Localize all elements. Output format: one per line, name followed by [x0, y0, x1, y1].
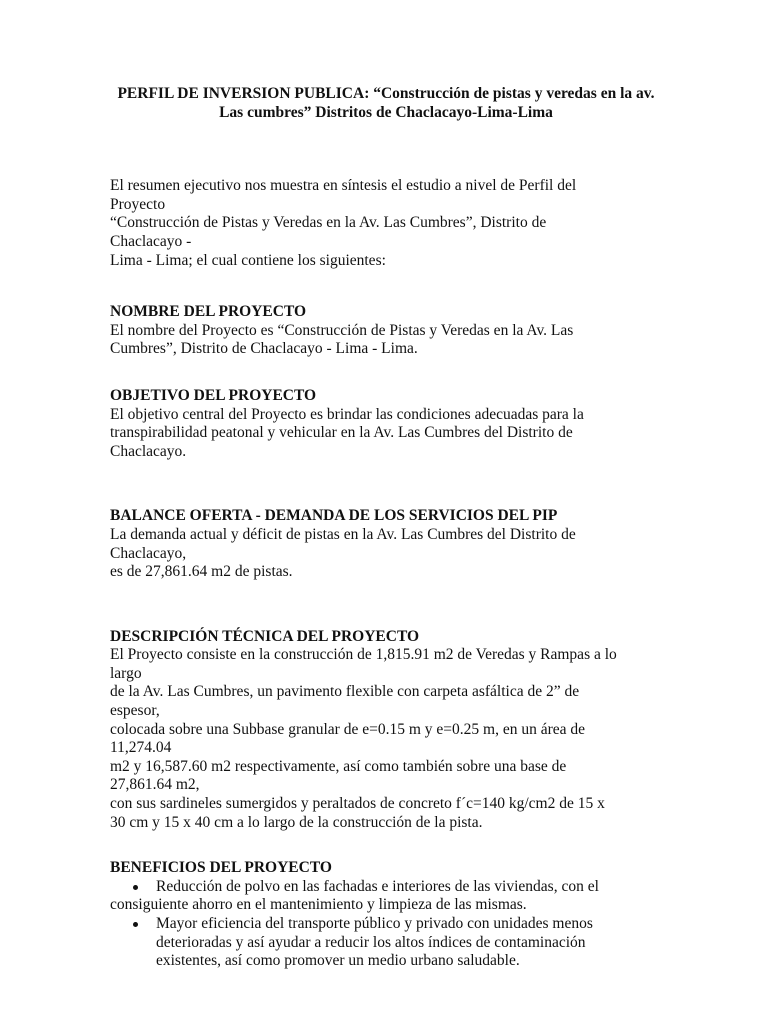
- document-title: [110, 85, 662, 122]
- intro-line: Chaclacayo -: [110, 232, 192, 250]
- section-line: de la Av. Las Cumbres, un pavimento flexible con carpeta asfáltica de 2” de: [110, 683, 580, 701]
- intro-line: Proyecto: [110, 195, 166, 213]
- section-line: es de 27,861.64 m2 de pistas.: [110, 563, 293, 581]
- section-line: 30 cm y 15 x 40 cm a lo largo de la construcción de la pista.: [110, 813, 483, 831]
- section-heading: BENEFICIOS DEL PROYECTO: [110, 859, 332, 877]
- intro-line: Lima - Lima; el cual contiene los siguientes:: [110, 251, 386, 269]
- section-line: 27,861.64 m2,: [110, 776, 200, 794]
- section-nombre: [110, 303, 662, 359]
- section-line: transpirabilidad peatonal y vehicular en la Av. Las Cumbres del Distrito de: [110, 424, 573, 442]
- section-heading: BALANCE OFERTA - DEMANDA DE LOS SERVICIOS DEL PIP: [110, 507, 558, 525]
- section-heading: NOMBRE DEL PROYECTO: [110, 303, 307, 321]
- section-heading: DESCRIPCIÓN TÉCNICA DEL PROYECTO: [110, 627, 420, 645]
- title-line: PERFIL DE INVERSION PUBLICA: “Construcción de pistas y veredas en la av.: [117, 85, 655, 102]
- benefit-line: Mayor eficiencia del transporte público y privado con unidades menos: [156, 915, 593, 932]
- benefit-line: existentes, así como promover un medio urbano saludable.: [156, 952, 520, 970]
- section-heading: OBJETIVO DEL PROYECTO: [110, 386, 317, 404]
- bullet-icon: [133, 885, 138, 890]
- benefit-item: [110, 878, 662, 915]
- section-line: Chaclacayo,: [110, 544, 187, 562]
- section-line: El objetivo central del Proyecto es brindar las condiciones adecuadas para la: [110, 405, 584, 423]
- intro-paragraph: [110, 177, 662, 270]
- section-line: espesor,: [110, 702, 160, 720]
- document-page: [110, 85, 662, 971]
- benefits-list: [110, 878, 662, 971]
- section-line: Chaclacayo.: [110, 442, 187, 460]
- section-objetivo: [110, 387, 662, 461]
- section-balance: [110, 507, 662, 581]
- benefit-line: consiguiente ahorro en el mantenimiento y limpieza de las mismas.: [110, 896, 527, 914]
- section-line: Cumbres”, Distrito de Chaclacayo - Lima - Lima.: [110, 340, 418, 358]
- benefit-line: Reducción de polvo en las fachadas e interiores de las viviendas, con el: [156, 877, 599, 895]
- section-line: La demanda actual y déficit de pistas en la Av. Las Cumbres del Distrito de: [110, 525, 576, 543]
- section-descripcion: [110, 628, 662, 833]
- section-line: con sus sardineles sumergidos y peraltados de concreto f´c=140 kg/cm2 de 15 x: [110, 795, 605, 813]
- section-beneficios: [110, 859, 662, 971]
- intro-line: “Construcción de Pistas y Veredas en la Av. Las Cumbres”, Distrito de: [110, 214, 547, 232]
- section-line: m2 y 16,587.60 m2 respectivamente, así como también sobre una base de: [110, 757, 567, 775]
- bullet-icon: [133, 922, 138, 927]
- section-line: colocada sobre una Subbase granular de e=0.15 m y e=0.25 m, en un área de: [110, 720, 585, 738]
- title-line: Las cumbres” Distritos de Chaclacayo-Lima-Lima: [219, 103, 553, 121]
- benefit-line: deterioradas y así ayudar a reducir los altos índices de contaminación: [156, 933, 586, 951]
- section-line: largo: [110, 664, 142, 682]
- section-line: El Proyecto consiste en la construcción de 1,815.91 m2 de Veredas y Rampas a lo: [110, 646, 617, 664]
- section-line: El nombre del Proyecto es “Construcción de Pistas y Veredas en la Av. Las: [110, 321, 574, 339]
- section-line: 11,274.04: [110, 739, 172, 757]
- benefit-item: [110, 915, 662, 971]
- intro-line: El resumen ejecutivo nos muestra en síntesis el estudio a nivel de Perfil del: [110, 177, 577, 195]
